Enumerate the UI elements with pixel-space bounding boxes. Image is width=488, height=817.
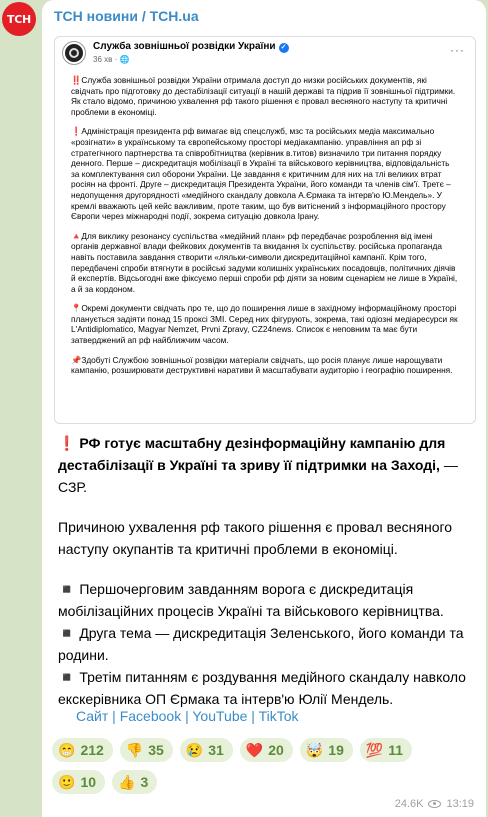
headline: ❗ РФ готує масштабну дезінформаційну кампанію для дестабілізації в Україні та зриву її підтримки на Заході, — СЗР. — [58, 435, 458, 495]
reason-paragraph: Причиною ухвалення рф такого рішення є провал весняного наступу окупантів та критичні проблеми в економіці. — [58, 519, 453, 557]
post-time: 36 хв · 🌐 — [93, 55, 130, 64]
embedded-facebook-post[interactable] — [54, 36, 476, 424]
reactions-bar — [52, 738, 472, 794]
eye-icon — [428, 800, 441, 808]
cry-icon: 😢 — [185, 741, 204, 758]
link-tiktok[interactable]: TikTok — [258, 708, 299, 724]
channel-avatar[interactable]: ТСН — [2, 2, 36, 36]
embed-paragraph: 📍Окремі документи свідчать про те, що до поширення лише в західному інформаційному просторі планується задіяти понад 15 проксі ЗМІ. Серед них фігурують, зокрема, такі одіозні медіаресурси як L'Antidiplomatico, Magyar Nemzet, Prvni Zpravy, CZ24news. Список є неповним та має бути затверджений ап рф найближчим часом. — [71, 303, 458, 346]
link-site[interactable]: Сайт — [76, 708, 109, 724]
reaction-thumbs-down[interactable]: 👎 35 — [120, 738, 173, 762]
thumbs-down-icon: 👎 — [125, 741, 144, 758]
reaction-mind-blown[interactable]: 🤯 19 — [300, 738, 353, 762]
reaction-cry[interactable]: 😢 31 — [180, 738, 233, 762]
thumbs-up-icon: 👍 — [118, 773, 136, 790]
embed-paragraph: ❗️Адміністрація президента рф вимагає від спецслужб, мзс та російських медіа максимально «розігнати» в українському та європейському просторі медіакампанію. управління ап рф зі стратегічного партнерства та співробітництва (керівник в.титов) визначило три питання порядку денного. Перше – дискредитація мобілізації в Україні та військового керівництва, відповідальність за комплектування сил оборони України. Це завдання є критичним для них на тлі великих втрат росіян на фронті. Друге – дискредитація Президента України, його команди та членів сім'ї. Третє – недопущення другорядності «медійного скандалу довкола А.Єрмака та інтерв'ю Ю.Мендель». У кремлі вважають цей кейс важливим, проте таким, що був витіснений з інформаційного простору Європи через міжнародні події, зокрема ситуацію довкола Ірану. — [71, 126, 451, 222]
logo-icon — [69, 48, 79, 58]
mind-blown-icon: 🤯 — [305, 741, 324, 758]
link-separator: | — [108, 708, 120, 724]
embed-header — [55, 37, 475, 69]
source-name[interactable]: Служба зовнішньої розвідки України ✓ — [93, 41, 289, 53]
grin-icon: 😁 — [58, 741, 76, 758]
view-count: 24.6K — [394, 798, 424, 810]
link-youtube[interactable]: YouTube — [192, 708, 248, 724]
embed-paragraph: 🔺Для виклику резонансу суспільства «медійний план» рф передбачає розроблення від імені органів державної влади фейкових документів та вкидання їх суспільству. російська пропаганда навіть поставила завдання створити «ляльки-символи дискредитаційної кампанії. Крім того, передбачені спроби втягнути в російські задуми колишніх українських посадовців, політичних діячів й експертів. Відсьогодні вже фіксуємо перші спроби рф діяти за новим сценарієм не лише в Україні, а й за кордоном. — [71, 230, 458, 294]
reaction-heart[interactable]: ❤️ 20 — [240, 738, 293, 762]
bullet-item: ◾ Третім питанням є роздування медійного скандалу навколо екскерівника ОП Єрмака та інтерв'ю Юлії Мендель. — [58, 669, 466, 707]
reaction-smile[interactable]: 🙂 10 — [52, 770, 105, 794]
link-separator: | — [247, 708, 259, 724]
verified-icon: ✓ — [279, 43, 289, 53]
channel-name[interactable]: ТСН новини / TCH.ua — [54, 8, 199, 24]
reaction-grin[interactable]: 😁 212 — [52, 738, 113, 762]
message-footer — [395, 798, 474, 810]
link-facebook[interactable]: Facebook — [119, 708, 182, 724]
embed-paragraph: ‼️Служба зовнішньої розвідки України отримала доступ до низки російських документів, які свідчать про підготовку до дестабілізації ситуації в нашій державі та підрив її зовнішньої підтримки. Як стало відомо, причиною ухвалення рф такого рішення є провал весняного наступу та критичні проблеми в економіці. — [71, 75, 456, 117]
bullet-item: ◾ Друга тема — дискредитація Зеленського, його команди та родини. — [58, 625, 464, 663]
embed-text — [55, 69, 475, 376]
message-bubble — [42, 0, 486, 817]
smile-icon: 🙂 — [58, 773, 76, 790]
reaction-thumbs-up[interactable]: 👍 3 — [112, 770, 157, 794]
message-text — [58, 432, 478, 710]
channel-links — [76, 708, 299, 724]
embed-paragraph: 📌Здобуті Службою зовнішньої розвідки матеріали свідчать, що росія планує лише нарощувати кампанію, розширювати деструктивні наративи й масштабувати аудиторію і географію поширення. — [71, 354, 453, 376]
link-separator: | — [181, 708, 193, 724]
globe-icon: 🌐 — [119, 55, 130, 64]
heart-icon: ❤️ — [245, 741, 264, 758]
bullet-item: ◾ Першочерговим завданням ворога є дискредитація мобілізаційних процесів Україні та військового керівництва. — [58, 581, 444, 619]
hundred-icon: 💯 — [365, 741, 384, 758]
reaction-hundred[interactable]: 💯 11 — [360, 738, 412, 762]
source-avatar[interactable] — [63, 42, 85, 64]
more-options-icon[interactable]: ··· — [450, 43, 465, 57]
message-time: 13:19 — [446, 798, 474, 810]
